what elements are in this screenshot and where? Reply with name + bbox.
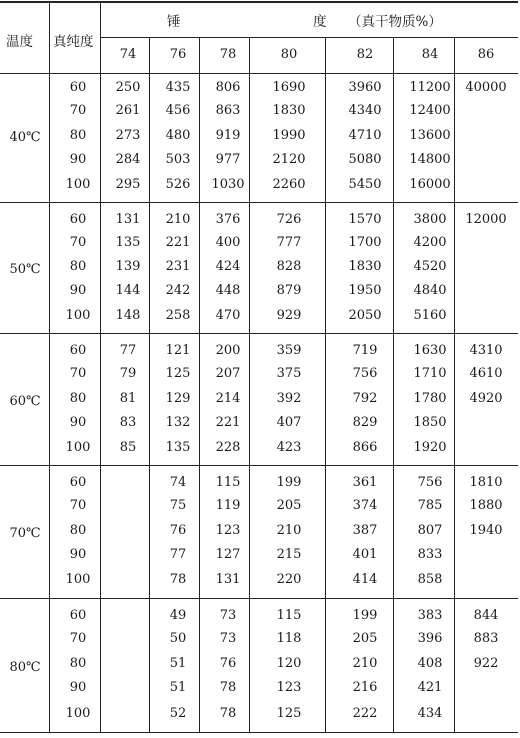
- viscosity-cell: 221: [215, 415, 241, 430]
- viscosity-cell: 199: [276, 475, 302, 490]
- group-rule: [0, 598, 518, 599]
- viscosity-cell: 785: [417, 498, 443, 513]
- viscosity-cell: 11200: [409, 80, 451, 95]
- header-group-unit: （真干物质%）: [348, 14, 442, 30]
- viscosity-cell: 829: [352, 415, 378, 430]
- viscosity-cell: 3960: [348, 80, 382, 95]
- viscosity-cell: 1920: [413, 440, 447, 455]
- viscosity-cell: 1880: [469, 498, 503, 513]
- purity-cell: 60: [69, 80, 87, 95]
- viscosity-cell: 127: [215, 547, 241, 562]
- viscosity-cell: 879: [276, 283, 302, 298]
- viscosity-cell: 719: [352, 343, 378, 358]
- viscosity-cell: 1830: [272, 103, 306, 118]
- viscosity-cell: 77: [169, 547, 187, 562]
- group-rule: [0, 202, 518, 203]
- viscosity-cell: 756: [417, 475, 443, 490]
- viscosity-cell: 120: [276, 656, 302, 671]
- viscosity-cell: 792: [352, 391, 378, 406]
- purity-cell: 100: [65, 440, 91, 455]
- viscosity-cell: 216: [352, 680, 378, 695]
- viscosity-cell: 408: [417, 656, 443, 671]
- header-purity: 真纯度: [53, 34, 94, 50]
- viscosity-cell: 929: [276, 308, 302, 323]
- viscosity-cell: 123: [276, 680, 302, 695]
- viscosity-cell: 4200: [413, 235, 447, 250]
- viscosity-cell: 396: [417, 631, 443, 646]
- viscosity-cell: 1990: [272, 128, 306, 143]
- viscosity-cell: 456: [165, 103, 191, 118]
- viscosity-cell: 1570: [348, 212, 382, 227]
- viscosity-cell: 421: [417, 680, 443, 695]
- viscosity-cell: 5160: [413, 308, 447, 323]
- purity-cell: 100: [65, 308, 91, 323]
- viscosity-cell: 883: [473, 631, 499, 646]
- viscosity-cell: 200: [215, 343, 241, 358]
- viscosity-cell: 414: [352, 572, 378, 587]
- column-rule: [325, 37, 326, 732]
- viscosity-cell: 1690: [272, 80, 306, 95]
- purity-cell: 80: [69, 128, 87, 143]
- viscosity-cell: 205: [276, 498, 302, 513]
- viscosity-cell: 205: [352, 631, 378, 646]
- viscosity-cell: 435: [165, 80, 191, 95]
- group-rule: [0, 333, 518, 334]
- viscosity-cell: 1780: [413, 391, 447, 406]
- viscosity-cell: 79: [119, 366, 137, 381]
- viscosity-cell: 4520: [413, 259, 447, 274]
- top-rule: [0, 1, 518, 3]
- viscosity-cell: 50: [169, 631, 187, 646]
- viscosity-cell: 777: [276, 235, 302, 250]
- viscosity-cell: 81: [119, 391, 137, 406]
- group-rule: [0, 465, 518, 466]
- viscosity-cell: 210: [352, 656, 378, 671]
- concentration-header: 84: [421, 47, 439, 62]
- concentration-header: 76: [169, 47, 187, 62]
- viscosity-cell: 1030: [211, 177, 245, 192]
- viscosity-cell: 2120: [272, 152, 306, 167]
- purity-cell: 70: [69, 103, 87, 118]
- purity-cell: 90: [69, 547, 87, 562]
- viscosity-cell: 78: [219, 706, 237, 721]
- viscosity-cell: 210: [165, 212, 191, 227]
- purity-cell: 90: [69, 415, 87, 430]
- viscosity-cell: 40000: [465, 80, 507, 95]
- viscosity-cell: 139: [115, 259, 141, 274]
- purity-cell: 60: [69, 343, 87, 358]
- viscosity-cell: 73: [219, 608, 237, 623]
- purity-cell: 80: [69, 259, 87, 274]
- viscosity-cell: 125: [165, 366, 191, 381]
- viscosity-cell: 806: [215, 80, 241, 95]
- viscosity-cell: 1850: [413, 415, 447, 430]
- viscosity-cell: 4710: [348, 128, 382, 143]
- viscosity-cell: 121: [165, 343, 191, 358]
- viscosity-cell: 119: [215, 498, 241, 513]
- viscosity-cell: 833: [417, 547, 443, 562]
- concentration-header: 82: [356, 47, 374, 62]
- concentration-subrule: [100, 37, 518, 38]
- viscosity-cell: 1630: [413, 343, 447, 358]
- viscosity-cell: 434: [417, 706, 443, 721]
- purity-cell: 80: [69, 523, 87, 538]
- viscosity-cell: 756: [352, 366, 378, 381]
- viscosity-cell: 131: [215, 572, 241, 587]
- viscosity-cell: 392: [276, 391, 302, 406]
- viscosity-cell: 83: [119, 415, 137, 430]
- viscosity-cell: 115: [276, 608, 302, 623]
- viscosity-cell: 526: [165, 177, 191, 192]
- viscosity-cell: 12400: [409, 103, 451, 118]
- viscosity-cell: 470: [215, 308, 241, 323]
- purity-cell: 70: [69, 498, 87, 513]
- viscosity-cell: 284: [115, 152, 141, 167]
- viscosity-cell: 726: [276, 212, 302, 227]
- viscosity-cell: 922: [473, 656, 499, 671]
- viscosity-cell: 214: [215, 391, 241, 406]
- viscosity-cell: 51: [169, 656, 187, 671]
- viscosity-cell: 400: [215, 235, 241, 250]
- viscosity-cell: 424: [215, 259, 241, 274]
- purity-cell: 100: [65, 572, 91, 587]
- viscosity-cell: 220: [276, 572, 302, 587]
- viscosity-cell: 407: [276, 415, 302, 430]
- viscosity-cell: 4920: [469, 391, 503, 406]
- viscosity-cell: 828: [276, 259, 302, 274]
- viscosity-cell: 375: [276, 366, 302, 381]
- viscosity-cell: 228: [215, 440, 241, 455]
- viscosity-cell: 148: [115, 308, 141, 323]
- temperature-label: 80℃: [9, 660, 41, 675]
- concentration-header: 80: [280, 47, 298, 62]
- purity-cell: 100: [65, 177, 91, 192]
- viscosity-cell: 75: [169, 498, 187, 513]
- viscosity-cell: 258: [165, 308, 191, 323]
- viscosity-cell: 866: [352, 440, 378, 455]
- viscosity-cell: 49: [169, 608, 187, 623]
- viscosity-cell: 125: [276, 706, 302, 721]
- concentration-header: 78: [219, 47, 237, 62]
- viscosity-cell: 2260: [272, 177, 306, 192]
- viscosity-cell: 448: [215, 283, 241, 298]
- viscosity-cell: 3800: [413, 212, 447, 227]
- header-rule: [0, 73, 518, 74]
- purity-cell: 80: [69, 391, 87, 406]
- viscosity-cell: 4340: [348, 103, 382, 118]
- viscosity-cell: 250: [115, 80, 141, 95]
- viscosity-cell: 4840: [413, 283, 447, 298]
- temperature-label: 40℃: [9, 130, 41, 145]
- viscosity-cell: 76: [219, 656, 237, 671]
- viscosity-cell: 51: [169, 680, 187, 695]
- header-temperature: 温度: [6, 34, 33, 50]
- viscosity-cell: 242: [165, 283, 191, 298]
- header-group-char-1: 锤: [167, 14, 181, 30]
- viscosity-cell: 135: [115, 235, 141, 250]
- viscosity-cell: 359: [276, 343, 302, 358]
- viscosity-cell: 221: [165, 235, 191, 250]
- viscosity-cell: 78: [169, 572, 187, 587]
- viscosity-cell: 123: [215, 523, 241, 538]
- viscosity-cell: 76: [169, 523, 187, 538]
- viscosity-cell: 4610: [469, 366, 503, 381]
- viscosity-cell: 73: [219, 631, 237, 646]
- viscosity-cell: 2050: [348, 308, 382, 323]
- viscosity-cell: 210: [276, 523, 302, 538]
- purity-cell: 80: [69, 656, 87, 671]
- viscosity-cell: 16000: [409, 177, 451, 192]
- viscosity-cell: 199: [352, 608, 378, 623]
- viscosity-cell: 4310: [469, 343, 503, 358]
- viscosity-cell: 374: [352, 498, 378, 513]
- viscosity-cell: 1710: [413, 366, 447, 381]
- viscosity-cell: 12000: [465, 212, 507, 227]
- viscosity-cell: 14800: [409, 152, 451, 167]
- viscosity-cell: 807: [417, 523, 443, 538]
- viscosity-cell: 118: [276, 631, 302, 646]
- viscosity-cell: 480: [165, 128, 191, 143]
- temperature-label: 50℃: [9, 262, 41, 277]
- viscosity-cell: 78: [219, 680, 237, 695]
- viscosity-cell: 1940: [469, 523, 503, 538]
- viscosity-cell: 77: [119, 343, 137, 358]
- viscosity-cell: 231: [165, 259, 191, 274]
- temperature-label: 70℃: [9, 526, 41, 541]
- concentration-header: 74: [119, 47, 137, 62]
- viscosity-cell: 261: [115, 103, 141, 118]
- viscosity-cell: 858: [417, 572, 443, 587]
- viscosity-cell: 863: [215, 103, 241, 118]
- viscosity-cell: 1830: [348, 259, 382, 274]
- header-group-char-2: 度: [313, 14, 327, 30]
- viscosity-cell: 401: [352, 547, 378, 562]
- temperature-label: 60℃: [9, 394, 41, 409]
- viscosity-cell: 503: [165, 152, 191, 167]
- viscosity-cell: 13600: [409, 128, 451, 143]
- purity-cell: 70: [69, 235, 87, 250]
- viscosity-cell: 295: [115, 177, 141, 192]
- purity-cell: 70: [69, 631, 87, 646]
- viscosity-cell: 115: [215, 475, 241, 490]
- viscosity-cell: 383: [417, 608, 443, 623]
- purity-cell: 70: [69, 366, 87, 381]
- viscosity-cell: 222: [352, 706, 378, 721]
- viscosity-cell: 215: [276, 547, 302, 562]
- column-rule: [49, 1, 50, 732]
- purity-cell: 60: [69, 608, 87, 623]
- viscosity-cell: 74: [169, 475, 187, 490]
- viscosity-cell: 919: [215, 128, 241, 143]
- purity-cell: 100: [65, 706, 91, 721]
- viscosity-cell: 5080: [348, 152, 382, 167]
- viscosity-cell: 52: [169, 706, 187, 721]
- viscosity-cell: 131: [115, 212, 141, 227]
- viscosity-cell: 207: [215, 366, 241, 381]
- viscosity-cell: 1700: [348, 235, 382, 250]
- viscosity-cell: 844: [473, 608, 499, 623]
- viscosity-cell: 423: [276, 440, 302, 455]
- purity-cell: 90: [69, 152, 87, 167]
- viscosity-cell: 1810: [469, 475, 503, 490]
- viscosity-cell: 5450: [348, 177, 382, 192]
- viscosity-cell: 387: [352, 523, 378, 538]
- purity-cell: 90: [69, 283, 87, 298]
- viscosity-cell: 361: [352, 475, 378, 490]
- bottom-rule: [0, 732, 518, 733]
- purity-cell: 60: [69, 475, 87, 490]
- viscosity-cell: 1950: [348, 283, 382, 298]
- viscosity-cell: 144: [115, 283, 141, 298]
- purity-cell: 60: [69, 212, 87, 227]
- viscosity-cell: 85: [119, 440, 137, 455]
- viscosity-cell: 132: [165, 415, 191, 430]
- concentration-header: 86: [477, 47, 495, 62]
- viscosity-cell: 273: [115, 128, 141, 143]
- viscosity-cell: 135: [165, 440, 191, 455]
- viscosity-cell: 376: [215, 212, 241, 227]
- purity-cell: 90: [69, 680, 87, 695]
- viscosity-cell: 129: [165, 391, 191, 406]
- column-rule: [393, 37, 394, 732]
- viscosity-cell: 977: [215, 152, 241, 167]
